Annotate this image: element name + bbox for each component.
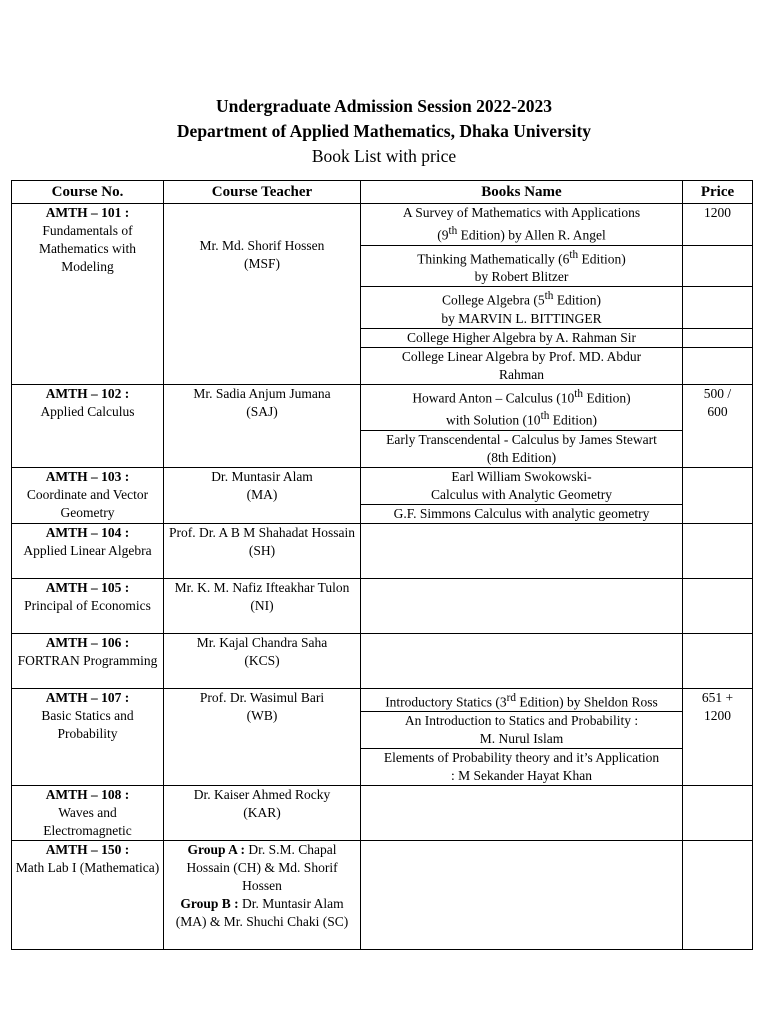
book-title: Thinking Mathematically (6th Edition) [417, 248, 626, 266]
teacher-abbr: (NI) [250, 597, 274, 613]
header-price: Price [683, 181, 753, 204]
group-b-teachers: Group B : Dr. Muntasir Alam (MA) & Mr. Shuchi Chaki (SC) [175, 896, 349, 929]
document-header [0, 94, 768, 169]
header-course-no: Course No. [12, 181, 164, 204]
book-title: Introductory Statics (3rd Edition) by Sheldon Ross [385, 691, 658, 709]
table-header-row [12, 181, 753, 204]
course-cell [12, 841, 164, 950]
teacher-name: Mr. Md. Shorif Hossen [199, 238, 325, 253]
book-cell [361, 749, 683, 786]
course-code: AMTH – 105 : [45, 579, 130, 595]
table-row [12, 841, 753, 950]
table-row [12, 688, 753, 712]
course-code: AMTH – 106 : [45, 634, 130, 650]
teacher-name: Mr. Sadia Anjum Jumana [193, 385, 331, 401]
price-cell: 1200 [683, 204, 753, 246]
book-cell [361, 786, 683, 841]
teacher-abbr: (MA) [246, 486, 278, 502]
teacher-cell [164, 384, 361, 467]
book-cell [361, 578, 683, 633]
book-cell [361, 204, 683, 246]
book-author: Earl William Swokowski- [451, 468, 592, 484]
book-cell [361, 523, 683, 578]
course-cell [12, 523, 164, 578]
book-title: Elements of Probability theory and it’s Application [383, 750, 660, 765]
book-title: Early Transcendental - Calculus by James Stewart [386, 431, 657, 447]
course-cell [12, 786, 164, 841]
teacher-cell [164, 841, 361, 950]
book-cell [361, 688, 683, 712]
book-cell [361, 633, 683, 688]
course-cell [12, 467, 164, 523]
course-title: FORTRAN Programming [17, 652, 158, 668]
course-cell [12, 578, 164, 633]
session-title: Undergraduate Admission Session 2022-2023 [216, 96, 552, 116]
book-author: (9th Edition) by Allen R. Angel [437, 225, 606, 243]
teacher-name: Prof. Dr. A B M Shahadat Hossain [168, 524, 355, 540]
teacher-name: Mr. K. M. Nafiz Ifteakhar Tulon [174, 579, 350, 595]
course-code: AMTH – 108 : [45, 787, 130, 802]
table-row [12, 204, 753, 246]
header-books-name: Books Name [361, 181, 683, 204]
book-cell: College Higher Algebra by A. Rahman Sir [361, 328, 683, 347]
group-a-teachers: Group A : Dr. S.M. Chapal Hossain (CH) & Md. Shorif Hossen [186, 842, 338, 893]
teacher-name: Dr. Kaiser Ahmed Rocky [193, 787, 331, 802]
table-row [12, 786, 753, 841]
book-author: (8th Edition) [486, 449, 557, 465]
course-code: AMTH – 150 : [45, 842, 130, 857]
book-list-table [11, 180, 753, 950]
price-cell: 651 + 1200 [683, 688, 753, 786]
header-course-teacher: Course Teacher [164, 181, 361, 204]
teacher-cell [164, 578, 361, 633]
book-author: : M Sekander Hayat Khan [451, 768, 592, 783]
book-title: College Algebra (5th Edition) [441, 290, 602, 308]
teacher-name: Mr. Kajal Chandra Saha [196, 634, 328, 650]
teacher-abbr: (KCS) [244, 652, 280, 668]
teacher-abbr: (SAJ) [246, 403, 278, 419]
teacher-name: Prof. Dr. Wasimul Bari [199, 689, 325, 705]
teacher-cell [164, 467, 361, 523]
course-title: Fundamentals of Mathematics with Modeling [38, 223, 137, 274]
course-code: AMTH – 104 : [45, 524, 130, 540]
book-list-subtitle: Book List with price [311, 146, 457, 166]
course-title: Math Lab I (Mathematica) [15, 860, 160, 875]
course-cell [12, 688, 164, 786]
teacher-abbr: (SH) [248, 542, 276, 558]
course-cell [12, 204, 164, 385]
course-title: Waves and Electromagnetic [43, 805, 132, 838]
course-code: AMTH – 101 : [45, 205, 130, 220]
table-row [12, 633, 753, 688]
book-cell [361, 384, 683, 430]
price-cell [683, 841, 753, 950]
teacher-cell [164, 633, 361, 688]
teacher-abbr: (KAR) [243, 805, 281, 820]
book-cell [361, 287, 683, 329]
book-cell: G.F. Simmons Calculus with analytic geometry [361, 504, 683, 523]
price-cell: 500 / 600 [683, 384, 753, 467]
course-title: Basic Statics and Probability [41, 707, 134, 741]
course-code: AMTH – 103 : [45, 468, 130, 484]
teacher-cell [164, 688, 361, 786]
course-title: Applied Linear Algebra [23, 542, 152, 558]
course-title: Principal of Economics [24, 597, 151, 613]
price-cell [683, 523, 753, 578]
book-cell [361, 467, 683, 504]
teacher-cell [164, 204, 361, 385]
book-author: M. Nurul Islam [479, 731, 564, 746]
price-cell [683, 467, 753, 523]
price-cell [683, 287, 753, 329]
price-cell [683, 578, 753, 633]
course-cell [12, 384, 164, 467]
teacher-abbr: (MSF) [243, 256, 280, 271]
table-row [12, 523, 753, 578]
book-author: with Solution (10th Edition) [446, 410, 597, 428]
course-title: Coordinate and Vector Geometry [26, 486, 149, 520]
teacher-cell [164, 786, 361, 841]
course-code: AMTH – 107 : [45, 689, 130, 705]
teacher-name: Dr. Muntasir Alam [211, 468, 313, 484]
price-cell [683, 786, 753, 841]
course-title: Applied Calculus [40, 403, 135, 419]
table-row [12, 384, 753, 430]
course-cell [12, 633, 164, 688]
table-row [12, 578, 753, 633]
price-cell [683, 245, 753, 287]
book-title: A Survey of Mathematics with Applications [402, 205, 641, 220]
table-row [12, 467, 753, 504]
price-cell [683, 633, 753, 688]
book-cell [361, 841, 683, 950]
course-code: AMTH – 102 : [45, 385, 130, 401]
price-cell [683, 347, 753, 384]
price-cell [683, 328, 753, 347]
teacher-abbr: (WB) [246, 707, 278, 723]
book-cell [361, 712, 683, 749]
book-cell [361, 430, 683, 467]
book-author: by Robert Blitzer [474, 269, 569, 284]
book-title: An Introduction to Statics and Probability : [404, 713, 639, 728]
book-title: Howard Anton – Calculus (10th Edition) [412, 387, 631, 405]
book-author: by MARVIN L. BITTINGER [441, 310, 602, 326]
book-title: Calculus with Analytic Geometry [430, 486, 613, 502]
book-cell [361, 245, 683, 287]
department-title: Department of Applied Mathematics, Dhaka University [176, 121, 592, 141]
book-cell: College Linear Algebra by Prof. MD. Abdur Rahman [361, 347, 683, 384]
teacher-cell [164, 523, 361, 578]
